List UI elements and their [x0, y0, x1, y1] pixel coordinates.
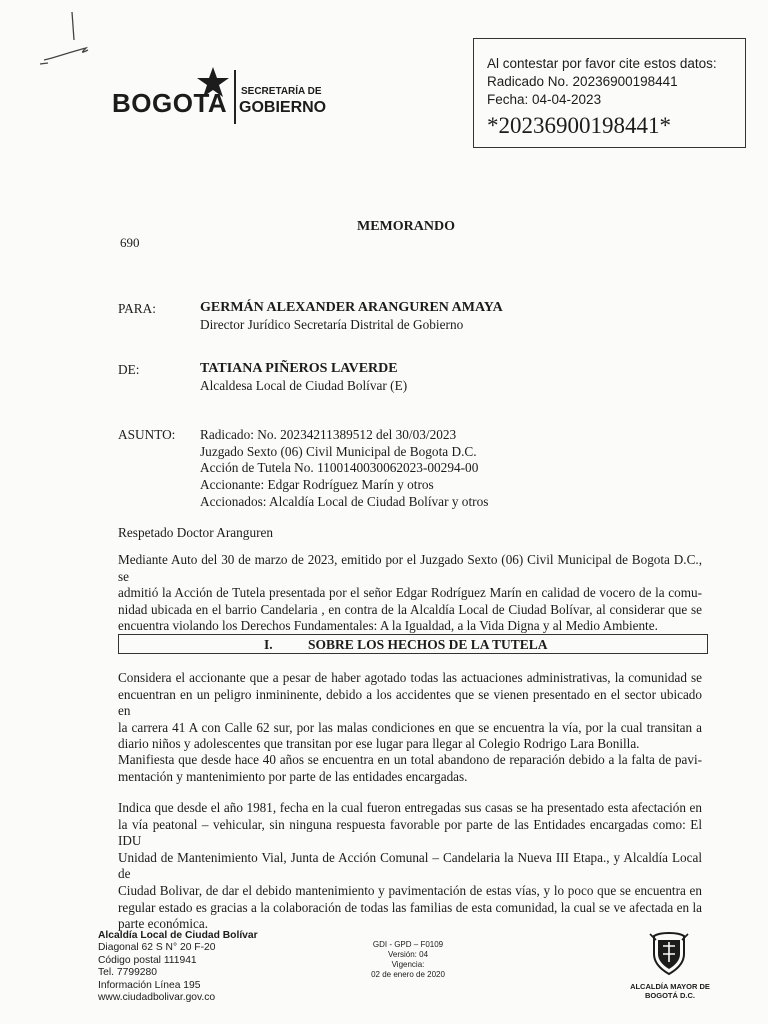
radicado-barcode-text: *20236900198441*	[487, 113, 671, 138]
footer-vigencia-date: 02 de enero de 2020	[371, 970, 445, 979]
paragraph-line: Unidad de Mantenimiento Vial, Junta de Acción Comunal – Candelaria la Nueva III Etapa., y Alcaldía Local de	[118, 849, 702, 882]
paragraph-hechos-1	[118, 670, 702, 753]
footer-office: Alcaldía Local de Ciudad Bolívar	[98, 930, 258, 941]
asunto-label: ASUNTO:	[118, 427, 176, 442]
de-role: Alcaldesa Local de Ciudad Bolívar (E)	[200, 378, 408, 393]
memo-title: MEMORANDO	[357, 219, 455, 234]
paragraph-line: mentación y mantenimiento por parte de las entidades encargadas.	[118, 768, 468, 784]
handwritten-marks	[30, 8, 110, 73]
para-label: PARA:	[118, 301, 156, 316]
logo-bogota-text: BOGOTA	[112, 88, 228, 118]
salutation: Respetado Doctor Aranguren	[118, 525, 274, 540]
paragraph-line: la carrera 41 A con Calle 62 sur, por las malas condiciones en que se encuentra la vía, por la cual transitan a	[118, 719, 702, 735]
paragraph-hechos-3	[118, 800, 702, 933]
paragraph-line: parte económica.	[118, 916, 209, 932]
footer-address: Diagonal 62 S N° 20 F-20	[98, 942, 216, 954]
paragraph-line: diario niños y adolescentes que transitan por ese lugar para llegar al Colegio Rodrigo Lara Bonilla.	[118, 736, 640, 752]
paragraph-line: Mediante Auto del 30 de marzo de 2023, emitido por el Juzgado Sexto (06) Civil Municipal de Bogota D.C., se	[118, 552, 702, 584]
paragraph-line: Considera el accionante que a pesar de haber agotado todas las actuaciones administrativas, la comunidad se	[118, 670, 702, 685]
radicado-box	[473, 38, 746, 148]
logo-secretaria-text: SECRETARÍA DE	[241, 86, 322, 97]
coat-of-arms-icon	[648, 930, 690, 976]
para-role: Director Jurídico Secretaría Distrital de Gobierno	[200, 317, 464, 332]
asunto-details	[200, 427, 488, 511]
logo-divider	[234, 70, 236, 124]
footer-doc-control	[350, 940, 466, 980]
star-icon	[196, 66, 230, 100]
paragraph-intro	[118, 552, 702, 635]
paragraph-line: la vía peatonal – vehicular, sin ninguna respuesta favorable por parte de las Entidades encargadas como: El IDU	[118, 816, 702, 849]
asunto-line: Accionados: Alcaldía Local de Ciudad Bolívar y otros	[200, 493, 489, 509]
paragraph-line: Manifiesta que desde hace 40 años se encuentra en un total abandono de reparación debido a la falta de pavi-	[118, 752, 702, 767]
de-name: TATIANA PIÑEROS LAVERDE	[200, 361, 398, 376]
radicado-instructions: Al contestar por favor cite estos datos:	[487, 56, 717, 71]
footer-postal: Código postal 111941	[98, 954, 197, 966]
paragraph-hechos-2	[118, 752, 702, 785]
footer-website: www.ciudadbolivar.gov.co	[98, 992, 216, 1004]
asunto-line: Acción de Tutela No. 1100140030062023-00294-00	[200, 460, 479, 476]
footer-version: Versión: 04	[387, 950, 429, 959]
footer-vigencia: Vigencia:	[391, 960, 425, 969]
footer-doc-code: GDI - GPD – F0109	[372, 940, 444, 949]
paragraph-line: Indica que desde el año 1981, fecha en la cual fueron entregadas sus casas se ha presentado esta afectación en	[118, 800, 702, 815]
asunto-line: Accionante: Edgar Rodríguez Marín y otros	[200, 477, 434, 493]
footer-phone: Tel. 7799280	[98, 967, 157, 979]
paragraph-line: nidad ubicada en el barrio Candelaria , en contra de la Alcaldía Local de Ciudad Bolívar, al considerar que se	[118, 601, 702, 617]
radicado-date: Fecha: 04-04-2023	[487, 92, 602, 107]
asunto-line: Radicado: No. 20234211389512 del 30/03/2023	[200, 427, 457, 442]
section-number: I.	[264, 637, 273, 652]
paragraph-line: admitió la Acción de Tutela presentada por el señor Edgar Rodríguez Marín en calidad de vocero de la comu-	[118, 585, 702, 601]
de-label: DE:	[118, 362, 140, 377]
asunto-line: Juzgado Sexto (06) Civil Municipal de Bogota D.C.	[200, 443, 477, 459]
para-name: GERMÁN ALEXANDER ARANGUREN AMAYA	[200, 300, 503, 315]
logo-gobierno-text: GOBIERNO	[239, 99, 327, 116]
footer-contact	[98, 930, 258, 1004]
footer-info-line: Información Línea 195	[98, 979, 201, 991]
paragraph-line: Ciudad Bolivar, de dar el debido mantenimiento y pavimentación de estas vías, y lo poco que se encuentra en	[118, 882, 702, 898]
paragraph-line: regular estado es gracias a la colaboración de todas las familias de esta comunidad, la cual se ve afectada en la	[118, 899, 702, 915]
memo-number: 690	[120, 235, 140, 250]
paragraph-line: encuentran en un peligro inmininente, debido a los accidentes que se vienen presentado en el sector ubicado en	[118, 686, 702, 719]
footer-alcaldia-mayor: ALCALDÍA MAYOR DE BOGOTÁ D.C.	[630, 982, 710, 1000]
paragraph-line: encuentra violando los Derechos Fundamentales: A la Igualdad, a la Vida Digna y al Medio Ambiente.	[118, 618, 658, 634]
section-title: SOBRE LOS HECHOS DE LA TUTELA	[308, 637, 548, 652]
radicado-number: Radicado No. 20236900198441	[487, 74, 678, 89]
